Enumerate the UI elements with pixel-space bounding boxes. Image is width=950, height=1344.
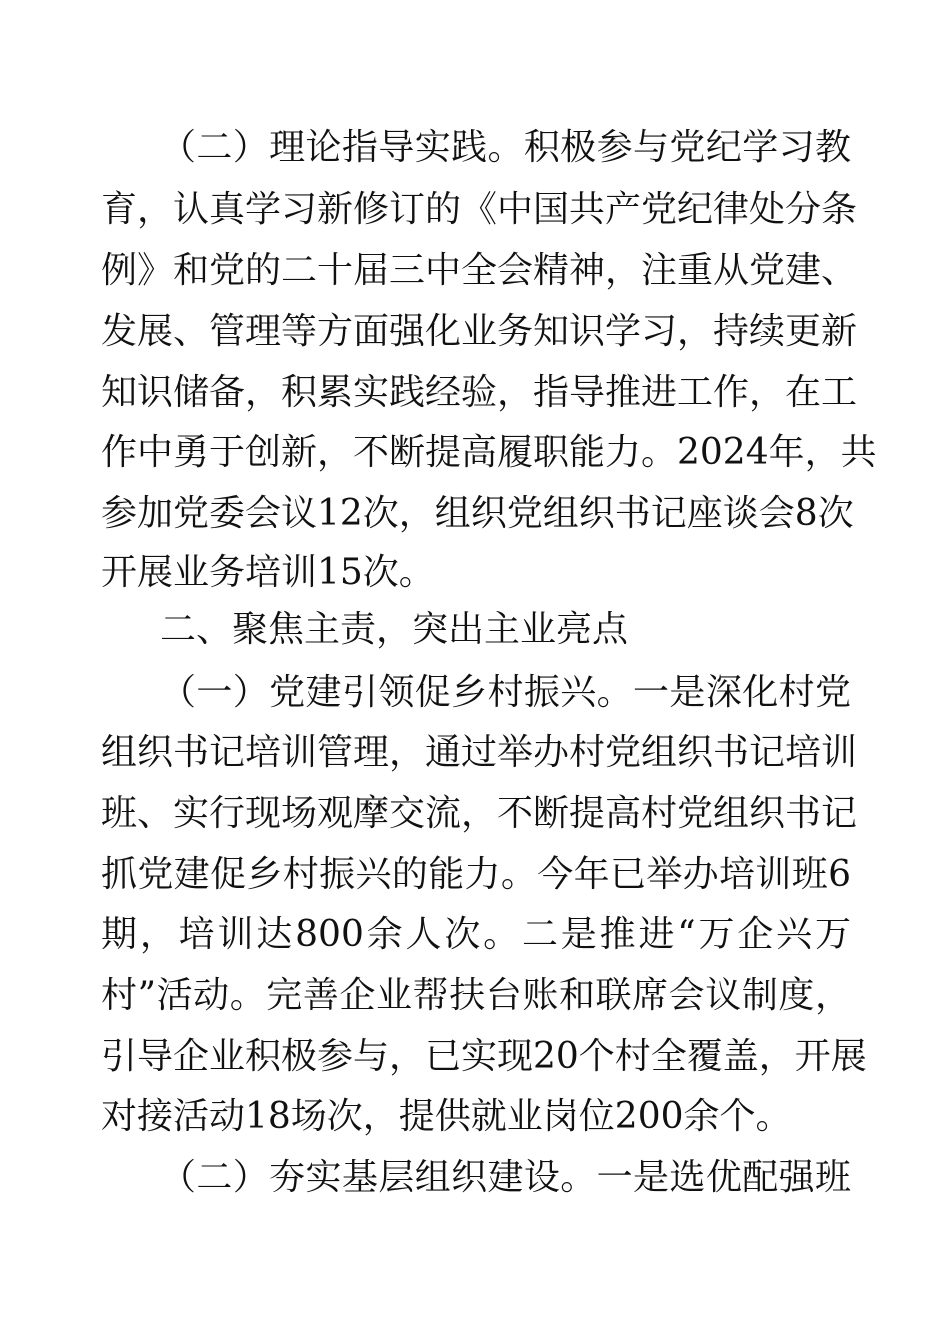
section-heading: 二、聚焦主责，突出主业亮点 (160, 609, 629, 650)
paragraph-1-line-5: 知识储备，积累实践经验，指导推进工作，在工 (101, 372, 858, 413)
paragraph-2-line-7: 引导企业积极参与，已实现20个村全覆盖，开展 (101, 1036, 867, 1077)
paragraph-1-line-6: 作中勇于创新，不断提高履职能力。2024年，共 (101, 432, 877, 473)
paragraph-1-line-7: 参加党委会议12次，组织党组织书记座谈会8次 (101, 493, 854, 534)
paragraph-2-line-8: 对接活动18场次，提供就业岗位200余个。 (101, 1096, 792, 1137)
paragraph-2-line-2: 组织书记培训管理，通过举办村党组织书记培训 (101, 732, 858, 773)
paragraph-2-line-6: 村”活动。完善企业帮扶台账和联席会议制度， (101, 975, 851, 1016)
paragraph-1-line-2: 育，认真学习新修订的《中国共产党纪律处分条 (101, 189, 858, 230)
paragraph-2-line-5: 期，培训达800余人次。二是推进“万企兴万 (101, 914, 851, 955)
paragraph-1-line-3: 例》和党的二十届三中全会精神，注重从党建、 (101, 250, 858, 291)
paragraph-1-line-8: 开展业务培训15次。 (101, 552, 435, 593)
paragraph-1-line-1: （二）理论指导实践。积极参与党纪学习教 (160, 127, 851, 168)
paragraph-2-line-1: （一）党建引领促乡村振兴。一是深化村党 (160, 672, 851, 713)
paragraph-2-line-4: 抓党建促乡村振兴的能力。今年已举办培训班6 (101, 854, 851, 895)
paragraph-1-line-4: 发展、管理等方面强化业务知识学习，持续更新 (101, 311, 858, 352)
paragraph-2-line-3: 班、实行现场观摩交流，不断提高村党组织书记 (101, 793, 858, 834)
paragraph-3-line-1: （二）夯实基层组织建设。一是选优配强班 (160, 1157, 851, 1198)
